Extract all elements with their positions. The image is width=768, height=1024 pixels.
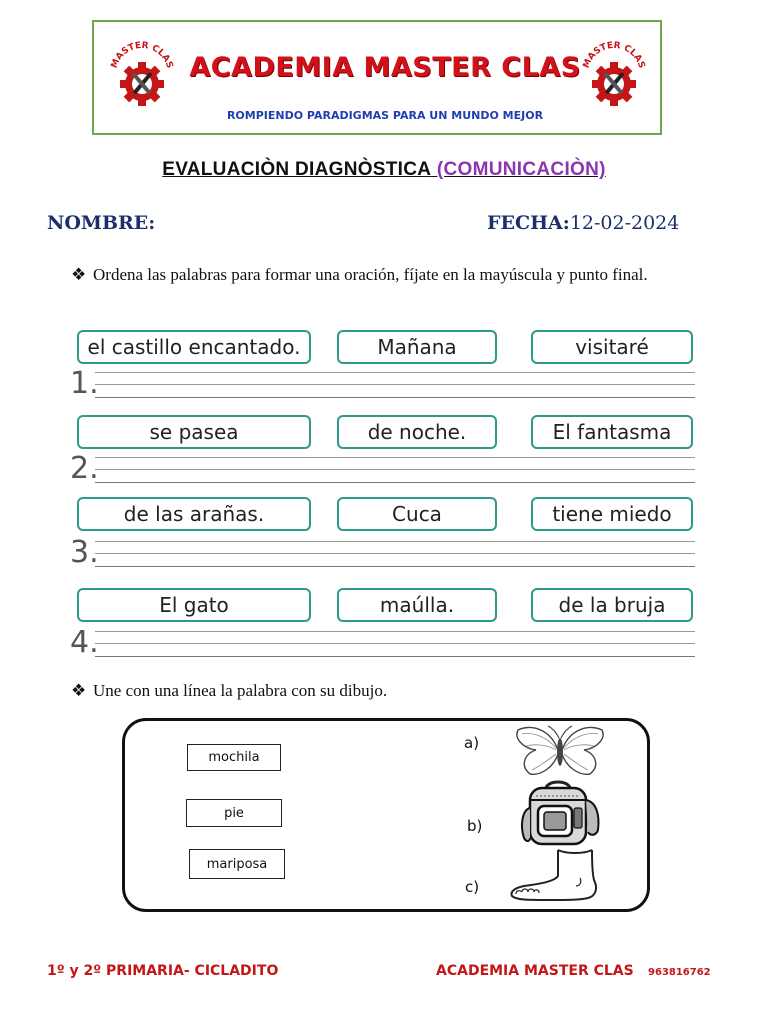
logo-text: MASTER CLAS (109, 40, 175, 70)
match-word-mochila[interactable]: mochila (187, 744, 281, 771)
word-box: de la bruja (531, 588, 693, 622)
word-box: de noche. (337, 415, 497, 449)
writing-guide-line (95, 384, 695, 385)
answer-line[interactable] (95, 397, 695, 398)
date-field (487, 212, 679, 234)
writing-guide-line (95, 643, 695, 644)
word-box: se pasea (77, 415, 311, 449)
answer-line[interactable] (95, 566, 695, 567)
row-number: 4. (70, 625, 99, 660)
exercise1-instruction-text: Ordena las palabras para formar una oración, fíjate en la mayúscula y punto final. (93, 265, 648, 284)
date-label: FECHA: (487, 212, 570, 234)
exercise2-instruction-text: Une con una línea la palabra con su dibujo. (93, 681, 388, 700)
row-number: 2. (70, 451, 99, 486)
writing-guide-line (95, 372, 695, 373)
foot-picture[interactable] (508, 848, 604, 906)
option-letter-c: c) (465, 878, 480, 896)
word-box: maúlla. (337, 588, 497, 622)
writing-guide-line (95, 631, 695, 632)
logo-text: MASTER CLAS (581, 40, 647, 70)
butterfly-picture[interactable] (512, 722, 608, 780)
writing-guide-line (95, 553, 695, 554)
name-label: NOMBRE: (47, 212, 156, 234)
footer-level: 1º y 2º PRIMARIA- CICLADITO (47, 963, 279, 979)
exercise2-instruction (71, 680, 731, 702)
option-letter-a: a) (464, 734, 480, 752)
writing-guide-line (95, 457, 695, 458)
word-box: Mañana (337, 330, 497, 364)
academy-subtitle: ROMPIENDO PARADIGMAS PARA UN MUNDO MEJOR (226, 109, 544, 122)
word-box: Cuca (337, 497, 497, 531)
writing-guide-line (95, 469, 695, 470)
answer-line[interactable] (95, 482, 695, 483)
evaluation-title-main: EVALUACIÒN DIAGNÒSTICA (162, 159, 432, 180)
match-word-pie[interactable]: pie (186, 799, 282, 827)
diamond-bullet-icon: ❖ (71, 681, 87, 700)
row-number: 1. (70, 366, 99, 401)
word-box: El fantasma (531, 415, 693, 449)
footer-academy: ACADEMIA MASTER CLAS (436, 963, 634, 979)
backpack-picture[interactable] (516, 778, 602, 848)
word-box: tiene miedo (531, 497, 693, 531)
row-number: 3. (70, 535, 99, 570)
evaluation-title (0, 159, 768, 181)
evaluation-title-subject: (COMUNICACIÒN) (436, 159, 606, 180)
word-box: de las arañas. (77, 497, 311, 531)
answer-line[interactable] (95, 656, 695, 657)
word-box: el castillo encantado. (77, 330, 311, 364)
exercise1-instruction (71, 264, 731, 286)
diamond-bullet-icon: ❖ (71, 265, 87, 284)
word-box: visitaré (531, 330, 693, 364)
match-word-mariposa[interactable]: mariposa (189, 849, 285, 879)
option-letter-b: b) (467, 817, 483, 835)
footer-phone: 963816762 (648, 967, 711, 978)
word-box: El gato (77, 588, 311, 622)
date-value: 12-02-2024 (569, 212, 680, 234)
writing-guide-line (95, 541, 695, 542)
academy-title: ACADEMIA MASTER CLAS (189, 52, 581, 83)
